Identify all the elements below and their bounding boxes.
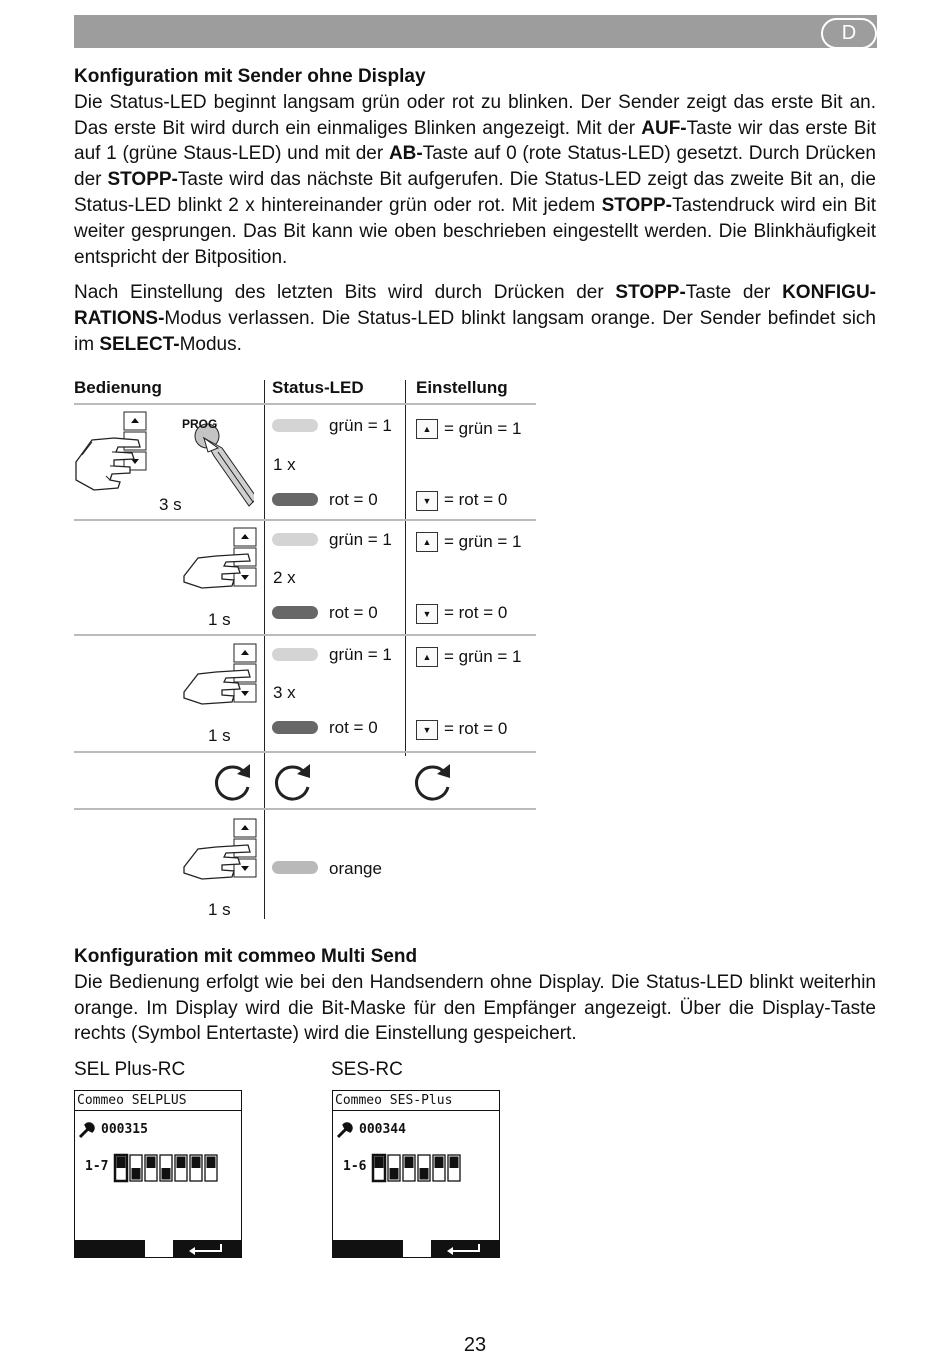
remote-display — [332, 1090, 500, 1258]
hand-remote-stop-icon — [182, 526, 262, 590]
down-arrow-icon: ▼ — [416, 491, 438, 511]
divider — [405, 380, 406, 756]
softkey-bar — [75, 1240, 241, 1257]
green-led-indicator — [272, 533, 318, 546]
setting-down-label: = rot = 0 — [444, 603, 508, 622]
divider — [74, 634, 536, 636]
setting-up-label: = grün = 1 — [444, 419, 522, 438]
duration-label: 3 s — [159, 495, 182, 514]
red-led-indicator — [272, 493, 318, 506]
header-bar — [74, 15, 877, 48]
up-arrow-icon: ▲ — [416, 532, 438, 552]
column-header: Bedienung — [74, 378, 162, 397]
bit-switch — [160, 1155, 172, 1181]
text-run: Modus verlassen. Die Status-LED blinkt langsam orange. Der Sender befindet sich im — [74, 308, 876, 355]
led-green-label: grün = 1 — [329, 530, 392, 549]
text-run: Taste wird das nächste Bit aufgerufen. Die Status-LED zeigt das zweite Bit an, die Status-LED blinkt 2 x hintereinander grün oder rot. Mit jedem — [74, 169, 876, 216]
bit-switch — [115, 1155, 127, 1181]
red-led-indicator — [272, 721, 318, 734]
blink-count: 2 x — [273, 568, 296, 587]
green-led-indicator — [272, 419, 318, 432]
bit-switch — [145, 1155, 157, 1181]
repeat-icon — [412, 761, 454, 803]
paragraph: Die Bedienung erfolgt wie bei den Handsendern ohne Display. Die Status-LED blinkt weiterhin orange. Im Display wird die Bit-Maske für den Empfänger angezeigt. Über die Display-Taste rechts (Symbol Entertaste) wird die Einstellung gespeichert. — [74, 971, 876, 1045]
text-run: Taste auf 0 (rote Status-LED) gesetzt. Durch Drücken der — [74, 143, 876, 191]
divider — [74, 751, 536, 753]
bold-term: STOPP- — [615, 282, 686, 304]
led-orange-label: orange — [329, 859, 382, 878]
setting-down-label: = rot = 0 — [444, 490, 508, 509]
text-run: Modus. — [179, 333, 242, 355]
text-run: Taste der — [685, 282, 783, 304]
prog-label: PROG — [182, 417, 218, 431]
bold-term: KONFIGURATIONS- — [74, 282, 876, 330]
bit-switch — [175, 1155, 187, 1181]
bit-switch — [130, 1155, 142, 1181]
receiver-id: 000344 — [359, 1122, 406, 1137]
blink-count: 1 x — [273, 455, 296, 474]
divider — [74, 403, 536, 405]
bit-switch — [418, 1155, 430, 1181]
bold-term: STOPP- — [107, 169, 178, 191]
bold-term: SELECT- — [99, 333, 180, 355]
bold-term: AUF- — [641, 117, 687, 139]
configuration-table — [74, 374, 536, 919]
bold-term: AB- — [388, 143, 423, 165]
text-run: Taste wir das erste Bit auf 1 (grüne Staus-LED) und mit der — [74, 117, 876, 165]
setting-up-label: = grün = 1 — [444, 647, 522, 666]
page-number: 23 — [463, 1334, 487, 1356]
bit-switch — [433, 1155, 445, 1181]
receiver-id: 000315 — [101, 1122, 148, 1137]
repeat-icon — [272, 761, 314, 803]
led-red-label: rot = 0 — [329, 603, 378, 622]
divider — [264, 380, 265, 919]
text-run: Die Status-LED beginnt langsam grün oder rot zu blinken. Der Sender zeigt das erste Bit an. Das erste Bit wird durch ein einmaliges Blinken angezeigt. Mit der — [74, 91, 876, 139]
divider — [74, 808, 536, 810]
remote-display — [74, 1090, 242, 1258]
bold-term: STOPP- — [601, 194, 672, 216]
section-configuration-no-display — [74, 64, 876, 358]
section-multi-send — [74, 944, 876, 1047]
led-green-label: grün = 1 — [329, 416, 392, 435]
bit-switch — [205, 1155, 217, 1181]
duration-label: 1 s — [208, 900, 231, 919]
bit-switch — [388, 1155, 400, 1181]
repeat-icon — [212, 761, 254, 803]
column-header: Status-LED — [272, 378, 364, 397]
setting-up-label: = grün = 1 — [444, 532, 522, 551]
up-arrow-icon: ▲ — [416, 647, 438, 667]
divider — [74, 519, 536, 521]
wrench-icon — [78, 1121, 98, 1139]
green-led-indicator — [272, 648, 318, 661]
text-run: Nach Einstellung des letzten Bits wird durch Drücken der — [74, 282, 616, 304]
setting-down-label: = rot = 0 — [444, 719, 508, 738]
up-arrow-icon: ▲ — [416, 419, 438, 439]
bit-switch — [403, 1155, 415, 1181]
blink-count: 3 x — [273, 683, 296, 702]
bit-switch — [373, 1155, 385, 1181]
red-led-indicator — [272, 606, 318, 619]
section-title: Konfiguration mit commeo Multi Send — [74, 946, 418, 967]
display-title: Commeo SELPLUS — [75, 1091, 241, 1111]
hand-remote-stop-icon — [182, 817, 262, 881]
hand-remote-stop-icon — [182, 642, 262, 706]
wrench-icon — [336, 1121, 356, 1139]
column-header: Einstellung — [416, 378, 508, 397]
duration-label: 1 s — [208, 726, 231, 745]
led-green-label: grün = 1 — [329, 645, 392, 664]
bit-range: 1-7 — [85, 1159, 109, 1174]
down-arrow-icon: ▼ — [416, 604, 438, 624]
bit-mask — [371, 1151, 481, 1185]
paragraph — [74, 280, 876, 357]
display-caption: SEL Plus-RC — [74, 1059, 186, 1080]
language-badge: D — [821, 18, 877, 49]
display-caption: SES-RC — [331, 1059, 403, 1080]
bit-range: 1-6 — [343, 1159, 367, 1174]
text-run: Tastendruck wird ein Bit weiter gesprungen. Das Bit kann wie oben beschrieben eingestellt werden. Die Blinkhäufigkeit entspricht der Bitposition. — [74, 194, 876, 268]
bit-switch — [448, 1155, 460, 1181]
bit-switch — [190, 1155, 202, 1181]
orange-led-indicator — [272, 861, 318, 874]
duration-label: 1 s — [208, 610, 231, 629]
led-red-label: rot = 0 — [329, 490, 378, 509]
display-title: Commeo SES-Plus — [333, 1091, 499, 1111]
bit-mask — [113, 1151, 223, 1185]
paragraph — [74, 90, 876, 271]
softkey-bar — [333, 1240, 499, 1257]
down-arrow-icon: ▼ — [416, 720, 438, 740]
section-title: Konfiguration mit Sender ohne Display — [74, 66, 426, 87]
led-red-label: rot = 0 — [329, 718, 378, 737]
